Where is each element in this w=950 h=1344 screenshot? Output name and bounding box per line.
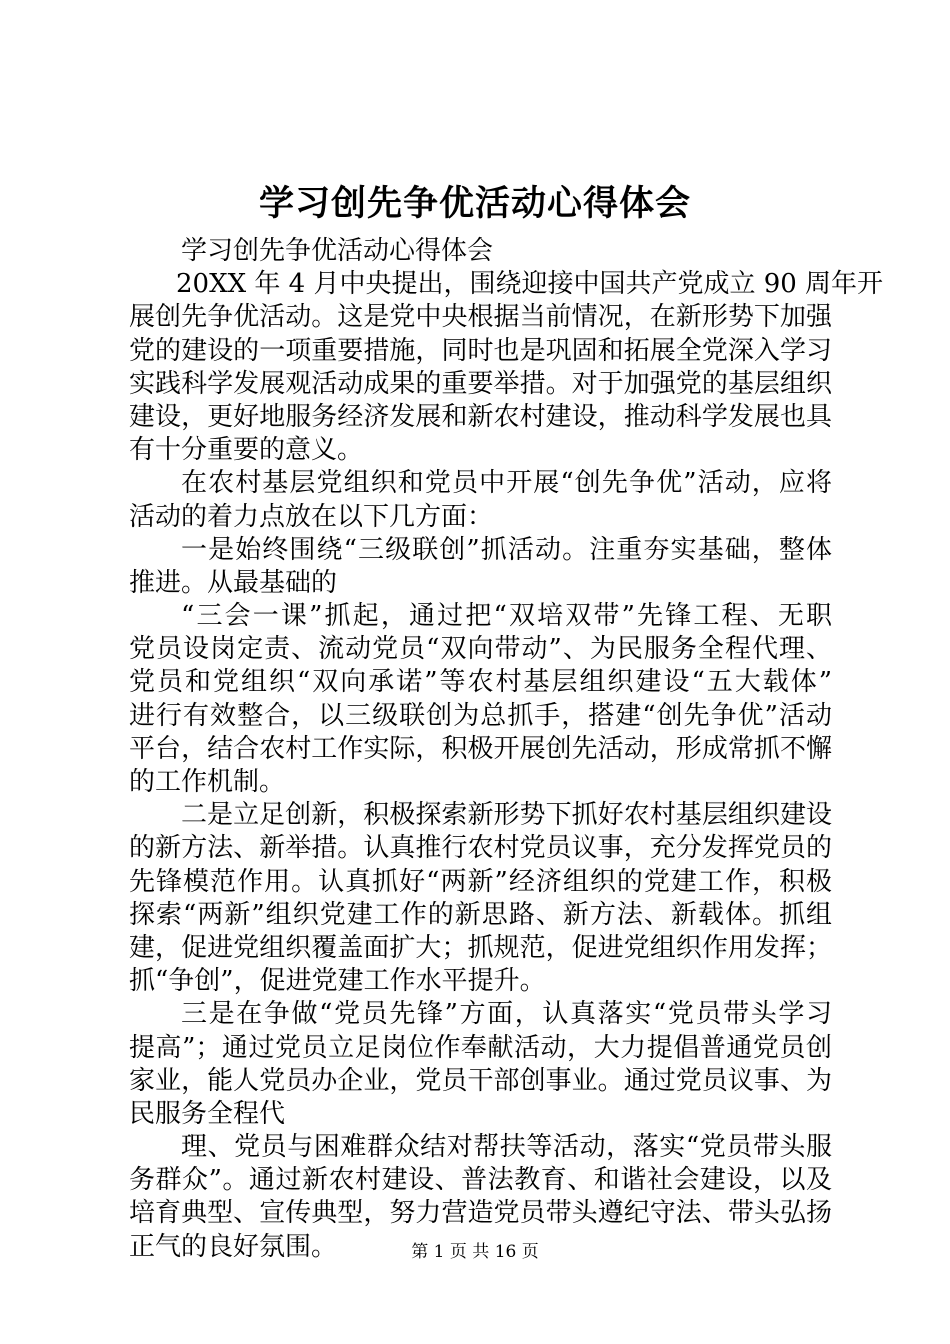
paragraph-line: 正气的良好氛围。 <box>129 1231 338 1262</box>
paragraph-line: 先锋模范作用。认真抓好“两新”经济组织的党建工作，积极 <box>129 866 832 897</box>
paragraph-line: 有十分重要的意义。 <box>129 435 364 466</box>
paragraph-line: 党员和党组织“双向承诺”等农村基层组织建设“五大载体” <box>129 667 832 698</box>
paragraph-line: 一是始终围绕“三级联创”抓活动。注重夯实基础，整体 <box>181 534 832 565</box>
paragraph-line: 二是立足创新，积极探索新形势下抓好农村基层组织建设 <box>181 800 832 831</box>
paragraph-line: 20XX 年 4 月中央提出，围绕迎接中国共产党成立 90 周年开 <box>176 269 884 300</box>
paragraph-line: 民服务全程代 <box>129 1098 286 1129</box>
paragraph-line: 培育典型、宣传典型，努力营造党员带头遵纪守法、带头弘扬 <box>129 1198 832 1229</box>
paragraph-line: 实践科学发展观活动成果的重要举措。对于加强党的基层组织 <box>129 368 832 399</box>
paragraph-line: 探索“两新”组织党建工作的新思路、新方法、新载体。抓组 <box>129 899 832 930</box>
document-body <box>129 235 884 1264</box>
paragraph-line: 在农村基层党组织和党员中开展“创先争优”活动，应将 <box>181 468 832 499</box>
paragraph-line: 家业，能人党员办企业，党员干部创事业。通过党员议事、为 <box>129 1065 832 1096</box>
paragraph-line: 推进。从最基础的 <box>129 567 338 598</box>
paragraph-line: 党员设岗定责、流动党员“双向带动”、为民服务全程代理、 <box>129 634 832 665</box>
paragraph-line: 务群众”。通过新农村建设、普法教育、和谐社会建设，以及 <box>129 1165 832 1196</box>
paragraph-line: 抓“争创”，促进党建工作水平提升。 <box>129 966 546 997</box>
paragraph-line: “三会一课”抓起，通过把“双培双带”先锋工程、无职 <box>181 601 832 632</box>
paragraph-line: 建，促进党组织覆盖面扩大；抓规范，促进党组织作用发挥； <box>129 932 832 963</box>
paragraph-line: 提高”；通过党员立足岗位作奉献活动，大力提倡普通党员创 <box>129 1032 832 1063</box>
page-number-footer: 第 1 页 共 16 页 <box>411 1242 539 1262</box>
paragraph-line: 的新方法、新举措。认真推行农村党员议事，充分发挥党员的 <box>129 833 832 864</box>
paragraph-line: 建设，更好地服务经济发展和新农村建设，推动科学发展也具 <box>129 401 832 432</box>
document-title: 学习创先争优活动心得体会 <box>258 183 691 224</box>
paragraph-line: 平台，结合农村工作实际，积极开展创先活动，形成常抓不懈 <box>129 733 832 764</box>
paragraph-line: 活动的着力点放在以下几方面： <box>129 501 494 532</box>
paragraph-line: 三是在争做“党员先锋”方面，认真落实“党员带头学习 <box>181 999 832 1030</box>
subtitle-line: 学习创先争优活动心得体会 <box>181 236 494 266</box>
paragraph-line: 理、党员与困难群众结对帮扶等活动，落实“党员带头服 <box>181 1132 832 1163</box>
paragraph-line: 党的建设的一项重要措施，同时也是巩固和拓展全党深入学习 <box>129 335 832 366</box>
paragraph-line: 的工作机制。 <box>129 767 286 797</box>
paragraph-line: 进行有效整合，以三级联创为总抓手，搭建“创先争优”活动 <box>129 700 832 731</box>
paragraph-line: 展创先争优活动。这是党中央根据当前情况，在新形势下加强 <box>129 302 832 333</box>
